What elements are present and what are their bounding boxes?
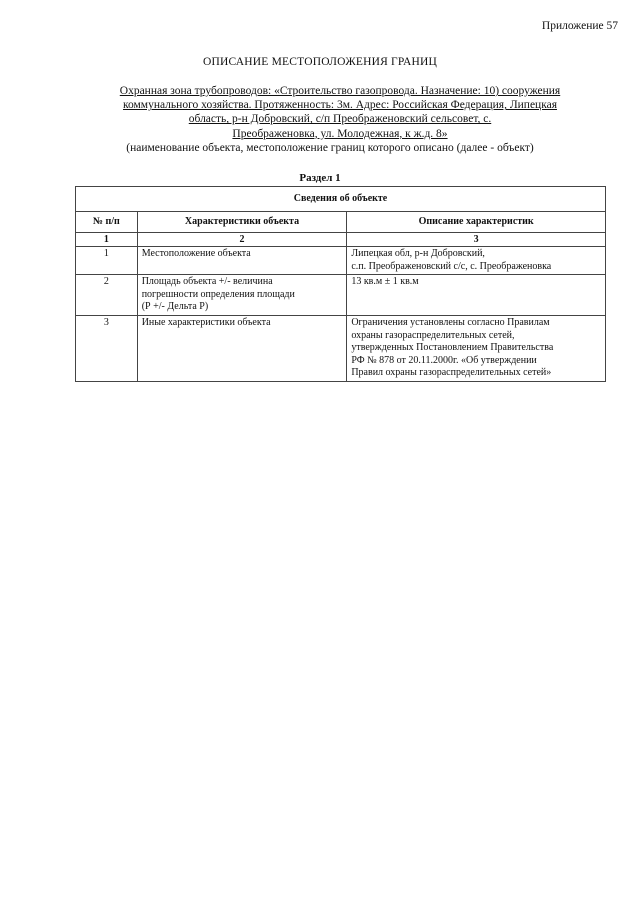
cell-line: (Р +/- Дельта Р): [141, 301, 209, 313]
cell-line: Правил охраны газораспределительных сетей»: [351, 367, 552, 379]
appendix-label: Приложение 57: [541, 20, 618, 32]
cell-line: утвержденных Постановлением Правительства: [351, 342, 554, 354]
row-characteristic: [137, 247, 347, 275]
cell-line: охраны газораспределительных сетей,: [351, 329, 515, 341]
table-title: Сведения об объекте: [76, 187, 606, 212]
table-title-row: [76, 187, 606, 212]
cell-line: Иные характеристики объекта: [141, 316, 271, 328]
cell-line: Площадь объекта +/- величина: [141, 276, 273, 288]
document-title: ОПИСАНИЕ МЕСТОПОЛОЖЕНИЯ ГРАНИЦ: [202, 56, 438, 68]
header-description: Описание характеристик: [347, 212, 606, 233]
cell-line: Ограничения установлены согласно Правилам: [351, 316, 550, 328]
section-label: Раздел 1: [299, 172, 341, 184]
header-number: № п/п: [76, 212, 138, 233]
column-number: 3: [347, 233, 606, 247]
object-caption: (наименование объекта, местоположение границ которого описано (далее - объект): [126, 142, 534, 154]
table-row: [76, 275, 606, 316]
object-description-line: область, р-н Добровский, с/п Преображеновский сельсовет, с.: [188, 113, 492, 126]
cell-line: с.п. Преображеновский с/с, с. Преображеновка: [351, 260, 552, 272]
row-number: 2: [76, 275, 138, 316]
row-description: [347, 275, 606, 316]
row-description: [347, 315, 606, 381]
cell-line: РФ № 878 от 20.11.2000г. «Об утверждении: [351, 354, 537, 366]
column-number: 1: [76, 233, 138, 247]
column-number: 2: [137, 233, 347, 247]
column-number-row: [76, 233, 606, 247]
object-description: [80, 84, 600, 141]
cell-line: Местоположение объекта: [141, 248, 251, 259]
row-number: 1: [76, 247, 138, 275]
table-row: [76, 315, 606, 381]
table-row: [76, 247, 606, 275]
header-characteristic: Характеристики объекта: [137, 212, 347, 233]
cell-line: Липецкая обл, р-н Добровский,: [351, 248, 485, 259]
row-description: [347, 247, 606, 275]
object-description-line: коммунального хозяйства. Протяженность: 3м. Адрес: Российская Федерация, Липецкая: [122, 99, 558, 112]
object-description-line: Охранная зона трубопроводов: «Строительство газопровода. Назначение: 10) сооружения: [119, 85, 561, 97]
cell-line: погрешности определения площади: [141, 288, 295, 300]
row-characteristic: [137, 315, 347, 381]
row-number: 3: [76, 315, 138, 381]
object-info-table: [75, 186, 606, 382]
row-characteristic: [137, 275, 347, 316]
cell-line: 13 кв.м ± 1 кв.м: [351, 276, 419, 288]
object-description-line: Преображеновка, ул. Молодежная, к ж.д. 8»: [232, 127, 448, 140]
table-header-row: [76, 212, 606, 233]
